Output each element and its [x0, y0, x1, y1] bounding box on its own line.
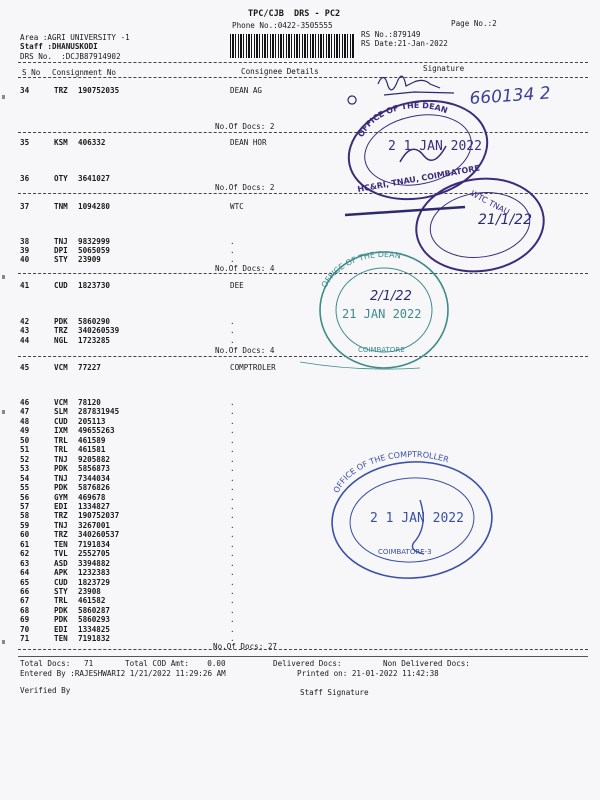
row-consignment-number: 1823730 [78, 281, 111, 290]
page-number: Page No.:2 [451, 19, 497, 28]
row-prefix: TRZ [54, 511, 68, 521]
row-sno: 41 [20, 281, 30, 290]
row-consignment-number: 9832999 [78, 237, 111, 246]
stamp-wtc [410, 171, 550, 280]
row-prefix: NGL [54, 336, 68, 345]
row-sno: 46 [20, 398, 30, 407]
total-docs: Total Docs: 71 [20, 659, 94, 668]
docs-count: No.Of Docs: 27 [213, 642, 278, 651]
pen-stroke [345, 207, 465, 215]
stamp-text: COIMBATORE [358, 346, 405, 354]
area: Area :AGRI UNIVERSITY -1 [20, 33, 130, 42]
group-divider [18, 132, 588, 133]
row-sno: 70 [20, 624, 30, 634]
row-sno: 50 [20, 435, 30, 445]
row-consignee: COMPTROLER [230, 363, 276, 372]
row-sno: 36 [20, 174, 30, 183]
row-consignment-number: 190752037 [78, 511, 120, 521]
row-prefix: PDK [54, 615, 68, 625]
row-prefix: TEN [54, 539, 68, 549]
row-consignee: . [230, 568, 235, 578]
row-consignment-number: 5876826 [78, 483, 111, 493]
row-consignment-number: 23909 [78, 255, 101, 264]
row-consignee: . [230, 464, 235, 474]
row-prefix: PDK [54, 317, 68, 326]
row-prefix: TRL [54, 435, 68, 445]
row-consignment-number: 287831945 [78, 407, 120, 417]
row-sno: 49 [20, 426, 30, 436]
row-sno: 65 [20, 577, 30, 587]
row-consignment-number: 3394882 [78, 558, 111, 568]
margin-mark [2, 640, 5, 644]
row-consignee: . [230, 530, 235, 540]
row-sno: 44 [20, 336, 30, 345]
handwritten-date: 2/1/22 [370, 289, 412, 304]
total-cod-amount: Total COD Amt: 0.00 [125, 659, 226, 668]
row-prefix: PDK [54, 483, 68, 493]
stamp-dee [319, 249, 448, 368]
row-prefix: APK [54, 568, 68, 578]
docs-count: No.Of Docs: 4 [215, 346, 275, 355]
row-consignee: WTC [230, 202, 244, 211]
row-sno: 59 [20, 520, 30, 530]
row-sno: 52 [20, 454, 30, 464]
row-sno: 38 [20, 237, 30, 246]
row-prefix: TNJ [54, 237, 68, 246]
row-consignment-number: 1823729 [78, 577, 111, 587]
margin-mark [2, 410, 5, 414]
row-consignment-number: 9205882 [78, 454, 111, 464]
group-divider [18, 356, 588, 357]
row-consignee: . [230, 501, 235, 511]
row-prefix: CUD [54, 416, 68, 426]
footer-divider [18, 656, 588, 657]
stamp-text: OFFICE OF THE DEAN [356, 100, 449, 139]
row-consignment-number: 49655263 [78, 426, 115, 436]
handwritten-signature [348, 76, 454, 104]
row-sno: 56 [20, 492, 30, 502]
row-consignment-number: 3267001 [78, 520, 111, 530]
row-sno: 62 [20, 549, 30, 559]
row-prefix: TRL [54, 445, 68, 455]
row-consignee: . [230, 558, 235, 568]
handwritten-number: 660134 2 [468, 83, 552, 109]
document-title: TPC/CJB DRS - PC2 [248, 9, 341, 19]
docs-count: No.Of Docs: 2 [215, 183, 275, 192]
row-sno: 37 [20, 202, 30, 211]
column-consignee: Consignee Details [241, 67, 319, 76]
row-sno: 69 [20, 615, 30, 625]
row-prefix: KSM [54, 138, 68, 147]
row-sno: 61 [20, 539, 30, 549]
row-sno: 34 [20, 86, 30, 95]
row-sno: 39 [20, 246, 30, 255]
row-sno: 63 [20, 558, 30, 568]
row-consignment-number: 5860293 [78, 615, 111, 625]
row-consignee: . [230, 445, 235, 455]
row-consignee: . [230, 435, 235, 445]
docs-count: No.Of Docs: 2 [215, 122, 275, 131]
row-consignee: . [230, 492, 235, 502]
row-consignee: . [230, 407, 235, 417]
row-consignee: . [230, 634, 235, 644]
row-prefix: DPI [54, 246, 68, 255]
row-prefix: STY [54, 255, 68, 264]
column-divider [18, 77, 588, 78]
barcode [230, 34, 354, 58]
printed-on: Printed on: 21-01-2022 11:42:38 [297, 669, 439, 678]
row-consignee: . [230, 336, 235, 345]
row-consignee: DEE [230, 281, 244, 290]
row-consignment-number: 5860287 [78, 605, 111, 615]
row-prefix: TNJ [54, 473, 68, 483]
row-prefix: VCM [54, 363, 68, 372]
row-sno: 40 [20, 255, 30, 264]
row-consignment-number: 340260539 [78, 326, 120, 335]
row-prefix: EDI [54, 501, 68, 511]
stamp-text: OFFICE OF THE DEAN [319, 249, 402, 290]
row-sno: 35 [20, 138, 30, 147]
stamp-date: 21 JAN 2022 [342, 307, 422, 321]
non-delivered-docs: Non Delivered Docs: [383, 659, 470, 668]
margin-mark [2, 275, 5, 279]
column-signature: Signature [423, 64, 465, 73]
row-prefix: GYM [54, 492, 68, 502]
row-consignment-number: 1723285 [78, 336, 111, 345]
row-consignee: . [230, 317, 235, 326]
row-sno: 47 [20, 407, 30, 417]
row-consignee: . [230, 246, 235, 255]
verified-by: Verified By [20, 686, 71, 695]
margin-mark [2, 95, 5, 99]
row-prefix: PDK [54, 464, 68, 474]
row-consignment-number: 461582 [78, 596, 106, 606]
row-consignment-number: 7191834 [78, 539, 111, 549]
stamp-date: 2 1 JAN 2022 [370, 511, 464, 526]
row-consignee: . [230, 549, 235, 559]
rs-number: RS No.:879149 [361, 30, 421, 39]
row-sno: 67 [20, 596, 30, 606]
row-sno: 64 [20, 568, 30, 578]
row-consignment-number: 1334825 [78, 624, 111, 634]
row-consignee: . [230, 596, 235, 606]
row-prefix: CUD [54, 577, 68, 587]
group-divider [18, 649, 588, 650]
group-divider [18, 273, 588, 274]
row-consignment-number: 7191832 [78, 634, 111, 644]
stamp-text: WTC TNAU [469, 188, 511, 217]
row-sno: 43 [20, 326, 30, 335]
staff-name: Staff :DHANUSKODI [20, 42, 98, 51]
row-consignment-number: 1094280 [78, 202, 111, 211]
row-consignee: DEAN HOR [230, 138, 267, 147]
row-consignee: . [230, 577, 235, 587]
row-consignment-number: 77227 [78, 363, 101, 372]
row-prefix: SLM [54, 407, 68, 417]
row-sno: 45 [20, 363, 30, 372]
row-consignee: . [230, 615, 235, 625]
row-sno: 66 [20, 587, 30, 596]
row-prefix: STY [54, 587, 68, 596]
stamp-text: HC&RI, TNAU, COIMBATORE [356, 163, 481, 194]
row-consignee: . [230, 624, 235, 634]
row-consignee: . [230, 237, 235, 246]
row-consignment-number: 190752035 [78, 86, 120, 95]
row-sno: 60 [20, 530, 30, 540]
row-prefix: VCM [54, 398, 68, 407]
row-consignee: . [230, 539, 235, 549]
docs-count: No.Of Docs: 4 [215, 264, 275, 273]
delivered-docs: Delivered Docs: [273, 659, 342, 668]
row-prefix: TRL [54, 596, 68, 606]
row-prefix: IXM [54, 426, 68, 436]
stamp-comptroller [328, 457, 496, 584]
row-prefix: CUD [54, 281, 68, 290]
staff-signature: Staff Signature [300, 688, 369, 697]
row-consignment-number: 469678 [78, 492, 106, 502]
row-consignment-number: 205113 [78, 416, 106, 426]
row-consignee: . [230, 483, 235, 493]
row-consignment-number: 2552705 [78, 549, 111, 559]
row-consignee: . [230, 511, 235, 521]
phone-number: Phone No.:0422-3505555 [232, 21, 333, 30]
row-sno: 42 [20, 317, 30, 326]
row-prefix: TNJ [54, 520, 68, 530]
row-consignment-number: 1334827 [78, 501, 111, 511]
row-sno: 55 [20, 483, 30, 493]
row-sno: 71 [20, 634, 30, 644]
row-consignment-number: 406332 [78, 138, 106, 147]
row-prefix: TEN [54, 634, 68, 644]
stamp-date: 2 1 JAN 2022 [388, 139, 482, 154]
header-divider [18, 62, 588, 63]
column-consignment: Consignment No [52, 68, 117, 77]
row-consignee: . [230, 416, 235, 426]
row-consignee: . [230, 326, 235, 335]
row-consignment-number: 5860290 [78, 317, 111, 326]
row-consignee: . [230, 520, 235, 530]
row-consignee: . [230, 605, 235, 615]
row-prefix: TRZ [54, 530, 68, 540]
stamp-text: COIMBATORE-3 [378, 548, 432, 556]
row-consignee: DEAN AG [230, 86, 263, 95]
row-sno: 58 [20, 511, 30, 521]
row-consignment-number: 340260537 [78, 530, 120, 540]
row-consignment-number: 1232383 [78, 568, 111, 578]
rs-date: RS Date:21-Jan-2022 [361, 39, 448, 48]
column-sno: S No [22, 68, 41, 77]
row-sno: 48 [20, 416, 30, 426]
group-divider [18, 193, 588, 194]
row-consignment-number: 78120 [78, 398, 101, 407]
pen-stroke [300, 362, 420, 369]
handwritten-date: 21/1/22 [478, 212, 532, 228]
row-consignee: . [230, 426, 235, 436]
row-consignee: . [230, 255, 235, 264]
row-prefix: TNM [54, 202, 68, 211]
row-sno: 51 [20, 445, 30, 455]
row-prefix: EDI [54, 624, 68, 634]
row-prefix: TRZ [54, 86, 68, 95]
row-consignee: . [230, 454, 235, 464]
entered-by: Entered By :RAJESHWARI2 1/21/2022 11:29:26 AM [20, 669, 226, 678]
row-prefix: PDK [54, 605, 68, 615]
row-prefix: TNJ [54, 454, 68, 464]
row-sno: 54 [20, 473, 30, 483]
row-sno: 68 [20, 605, 30, 615]
row-prefix: TVL [54, 549, 68, 559]
row-prefix: ASD [54, 558, 68, 568]
row-consignment-number: 3641027 [78, 174, 111, 183]
row-sno: 53 [20, 464, 30, 474]
row-prefix: TRZ [54, 326, 68, 335]
row-consignment-number: 23908 [78, 587, 101, 596]
row-consignee: . [230, 587, 235, 596]
row-consignment-number: 5856873 [78, 464, 111, 474]
row-consignment-number: 5065059 [78, 246, 111, 255]
row-consignee: . [230, 473, 235, 483]
row-consignment-number: 7344034 [78, 473, 111, 483]
row-consignment-number: 461581 [78, 445, 106, 455]
row-sno: 57 [20, 501, 30, 511]
stamp-text: OFFICE OF THE COMPTROLLER [331, 449, 450, 495]
row-consignee: . [230, 398, 235, 407]
drs-number: DRS No. :DCJB87914902 [20, 52, 121, 61]
row-consignment-number: 461589 [78, 435, 106, 445]
row-prefix: OTY [54, 174, 68, 183]
